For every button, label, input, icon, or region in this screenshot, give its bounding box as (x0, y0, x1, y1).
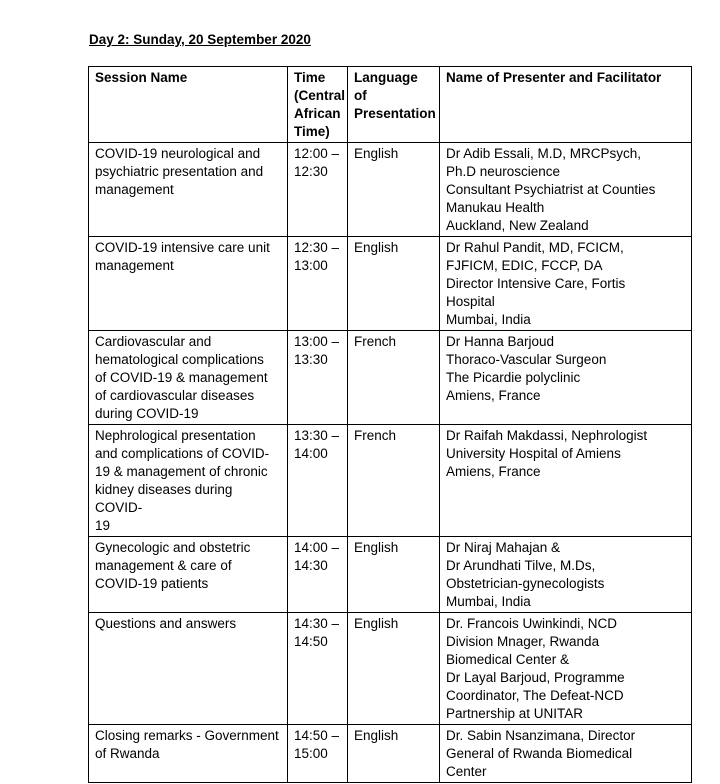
table-row (89, 143, 692, 237)
table-row (89, 425, 692, 537)
presenter-cell: Dr. Francois Uwinkindi, NCD Division Mnager, Rwanda Biomedical Center & Dr Layal Barjoud, Programme Coordinator, The Defeat-NCD Partnership at UNITAR (440, 613, 692, 725)
language-cell: English (348, 537, 440, 613)
presenter-cell: Dr. Sabin Nsanzimana, Director General of Rwanda Biomedical Center (440, 725, 692, 783)
session-name-cell: Gynecologic and obstetric management & care of COVID-19 patients (89, 537, 288, 613)
page-title: Day 2: Sunday, 20 September 2020 (89, 32, 311, 47)
presenter-cell: Dr Niraj Mahajan & Dr Arundhati Tilve, M.Ds, Obstetrician-gynecologists Mumbai, India (440, 537, 692, 613)
language-cell: English (348, 237, 440, 331)
header-time: Time (Central African Time) (288, 67, 348, 143)
agenda-table (88, 66, 692, 783)
presenter-cell: Dr Adib Essali, M.D, MRCPsych, Ph.D neuroscience Consultant Psychiatrist at Counties Manukau Health Auckland, New Zealand (440, 143, 692, 237)
header-language: Language of Presentation (348, 67, 440, 143)
table-row (89, 613, 692, 725)
table-header-row (89, 67, 692, 143)
header-session-name: Session Name (89, 67, 288, 143)
table-row (89, 331, 692, 425)
table-row (89, 237, 692, 331)
time-cell: 13:00 – 13:30 (288, 331, 348, 425)
header-presenter: Name of Presenter and Facilitator (440, 67, 692, 143)
time-cell: 13:30 – 14:00 (288, 425, 348, 537)
session-name-cell: Questions and answers (89, 613, 288, 725)
time-cell: 14:00 – 14:30 (288, 537, 348, 613)
time-cell: 14:50 – 15:00 (288, 725, 348, 783)
language-cell: English (348, 143, 440, 237)
time-cell: 12:30 – 13:00 (288, 237, 348, 331)
language-cell: French (348, 331, 440, 425)
time-cell: 14:30 – 14:50 (288, 613, 348, 725)
language-cell: French (348, 425, 440, 537)
language-cell: English (348, 725, 440, 783)
session-name-cell: Closing remarks - Government of Rwanda (89, 725, 288, 783)
table-row (89, 537, 692, 613)
presenter-cell: Dr Raifah Makdassi, Nephrologist University Hospital of Amiens Amiens, France (440, 425, 692, 537)
presenter-cell: Dr Rahul Pandit, MD, FCICM, FJFICM, EDIC, FCCP, DA Director Intensive Care, Fortis Hospital Mumbai, India (440, 237, 692, 331)
time-cell: 12:00 – 12:30 (288, 143, 348, 237)
session-name-cell: Nephrological presentation and complications of COVID- 19 & management of chronic kidney diseases during COVID- 19 (89, 425, 288, 537)
session-name-cell: COVID-19 intensive care unit management (89, 237, 288, 331)
table-row (89, 725, 692, 783)
presenter-cell: Dr Hanna Barjoud Thoraco-Vascular Surgeon The Picardie polyclinic Amiens, France (440, 331, 692, 425)
session-name-cell: Cardiovascular and hematological complications of COVID-19 & management of cardiovascular diseases during COVID-19 (89, 331, 288, 425)
session-name-cell: COVID-19 neurological and psychiatric presentation and management (89, 143, 288, 237)
language-cell: English (348, 613, 440, 725)
